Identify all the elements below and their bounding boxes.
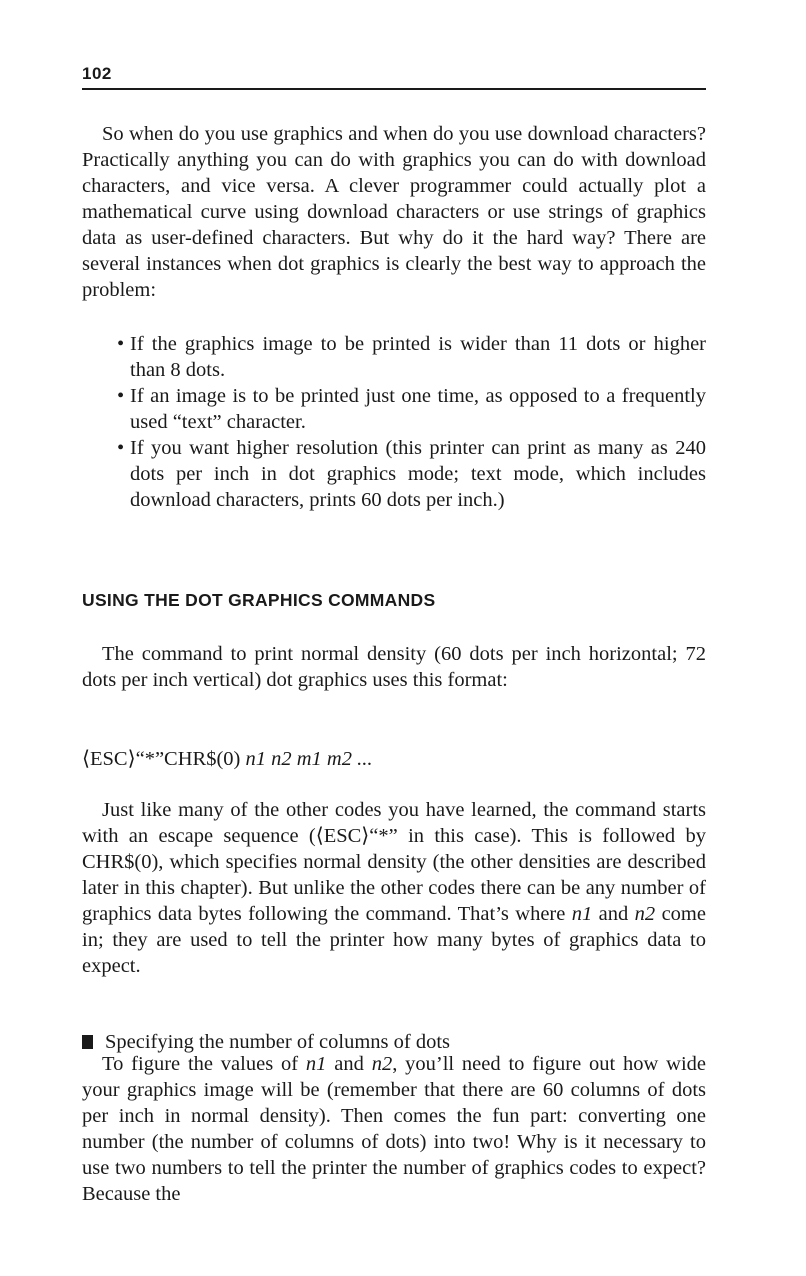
list-item-text: If an image is to be printed just one time, as opposed to a frequently used “text” character. bbox=[130, 385, 706, 433]
list-item bbox=[117, 435, 706, 513]
bullet-dot-icon: • bbox=[117, 437, 125, 459]
list-item-text: If you want higher resolution (this printer can print as many as 240 dots per inch in dot graphics mode; text mode, which includes download characters, prints 60 dots per inch.) bbox=[130, 437, 706, 511]
bullet-dot-icon: • bbox=[117, 333, 125, 355]
text-run: Just like many of the other codes you have learned, the command starts with an escape sequence (⟨ESC⟩“*” in this case). This is followed by CHR$(0), which specifies normal density (the other densities are described later in this chapter). But unlike the other codes there can be any number of graphics data bytes following the command. That’s where bbox=[82, 799, 706, 925]
columns-paragraph bbox=[82, 1051, 706, 1207]
text-run: and bbox=[592, 903, 635, 925]
text-run: and bbox=[326, 1053, 372, 1075]
text-run: , you’ll need to figure out how wide your graphics image will be (remember that there are 60 columns of dots per inch in normal density). Then comes the fun part: converting one number (the number of columns of dots) into two! Why is it necessary to use two numbers to tell the printer the number of graphics codes to expect? Because the bbox=[82, 1053, 707, 1205]
list-item bbox=[117, 383, 706, 435]
intro-paragraph: So when do you use graphics and when do you use download characters? Practically anything you can do with graphics you can do with download characters, and vice versa. A clever programmer could actually plot a mathematical curve using download characters or use strings of graphics data as user-defined characters. But why do it the hard way? There are several instances when dot graphics is clearly the best way to approach the problem: bbox=[82, 123, 706, 301]
variable-n1: n1 bbox=[571, 903, 593, 925]
section-heading: USING THE DOT GRAPHICS COMMANDS bbox=[82, 590, 436, 610]
variable-n1: n1 bbox=[305, 1053, 327, 1075]
list-item-text: If the graphics image to be printed is wider than 11 dots or higher than 8 dots. bbox=[130, 333, 706, 381]
command-params: n1 n2 m1 m2 ... bbox=[245, 748, 373, 770]
text-run: To figure the values of bbox=[102, 1053, 306, 1075]
subsection-heading-text: Specifying the number of columns of dots bbox=[105, 1031, 451, 1053]
page-number: 102 bbox=[82, 64, 112, 83]
command-code: ⟨ESC⟩“*”CHR$(0) bbox=[82, 748, 241, 770]
list-item bbox=[117, 331, 706, 383]
command-format bbox=[82, 746, 372, 772]
variable-n2: n2 bbox=[634, 903, 656, 925]
variable-n2: n2 bbox=[371, 1053, 393, 1075]
explanation-paragraph bbox=[82, 797, 706, 979]
reasons-list bbox=[117, 331, 706, 513]
text-run: come in; they are used to tell the printer how many bytes of graphics data to expect. bbox=[82, 903, 706, 977]
bullet-dot-icon: • bbox=[117, 385, 125, 407]
square-bullet-icon bbox=[82, 1035, 93, 1049]
page-header bbox=[82, 62, 706, 90]
command-intro-paragraph: The command to print normal density (60 dots per inch horizontal; 72 dots per inch vertical) dot graphics uses this format: bbox=[82, 643, 706, 691]
